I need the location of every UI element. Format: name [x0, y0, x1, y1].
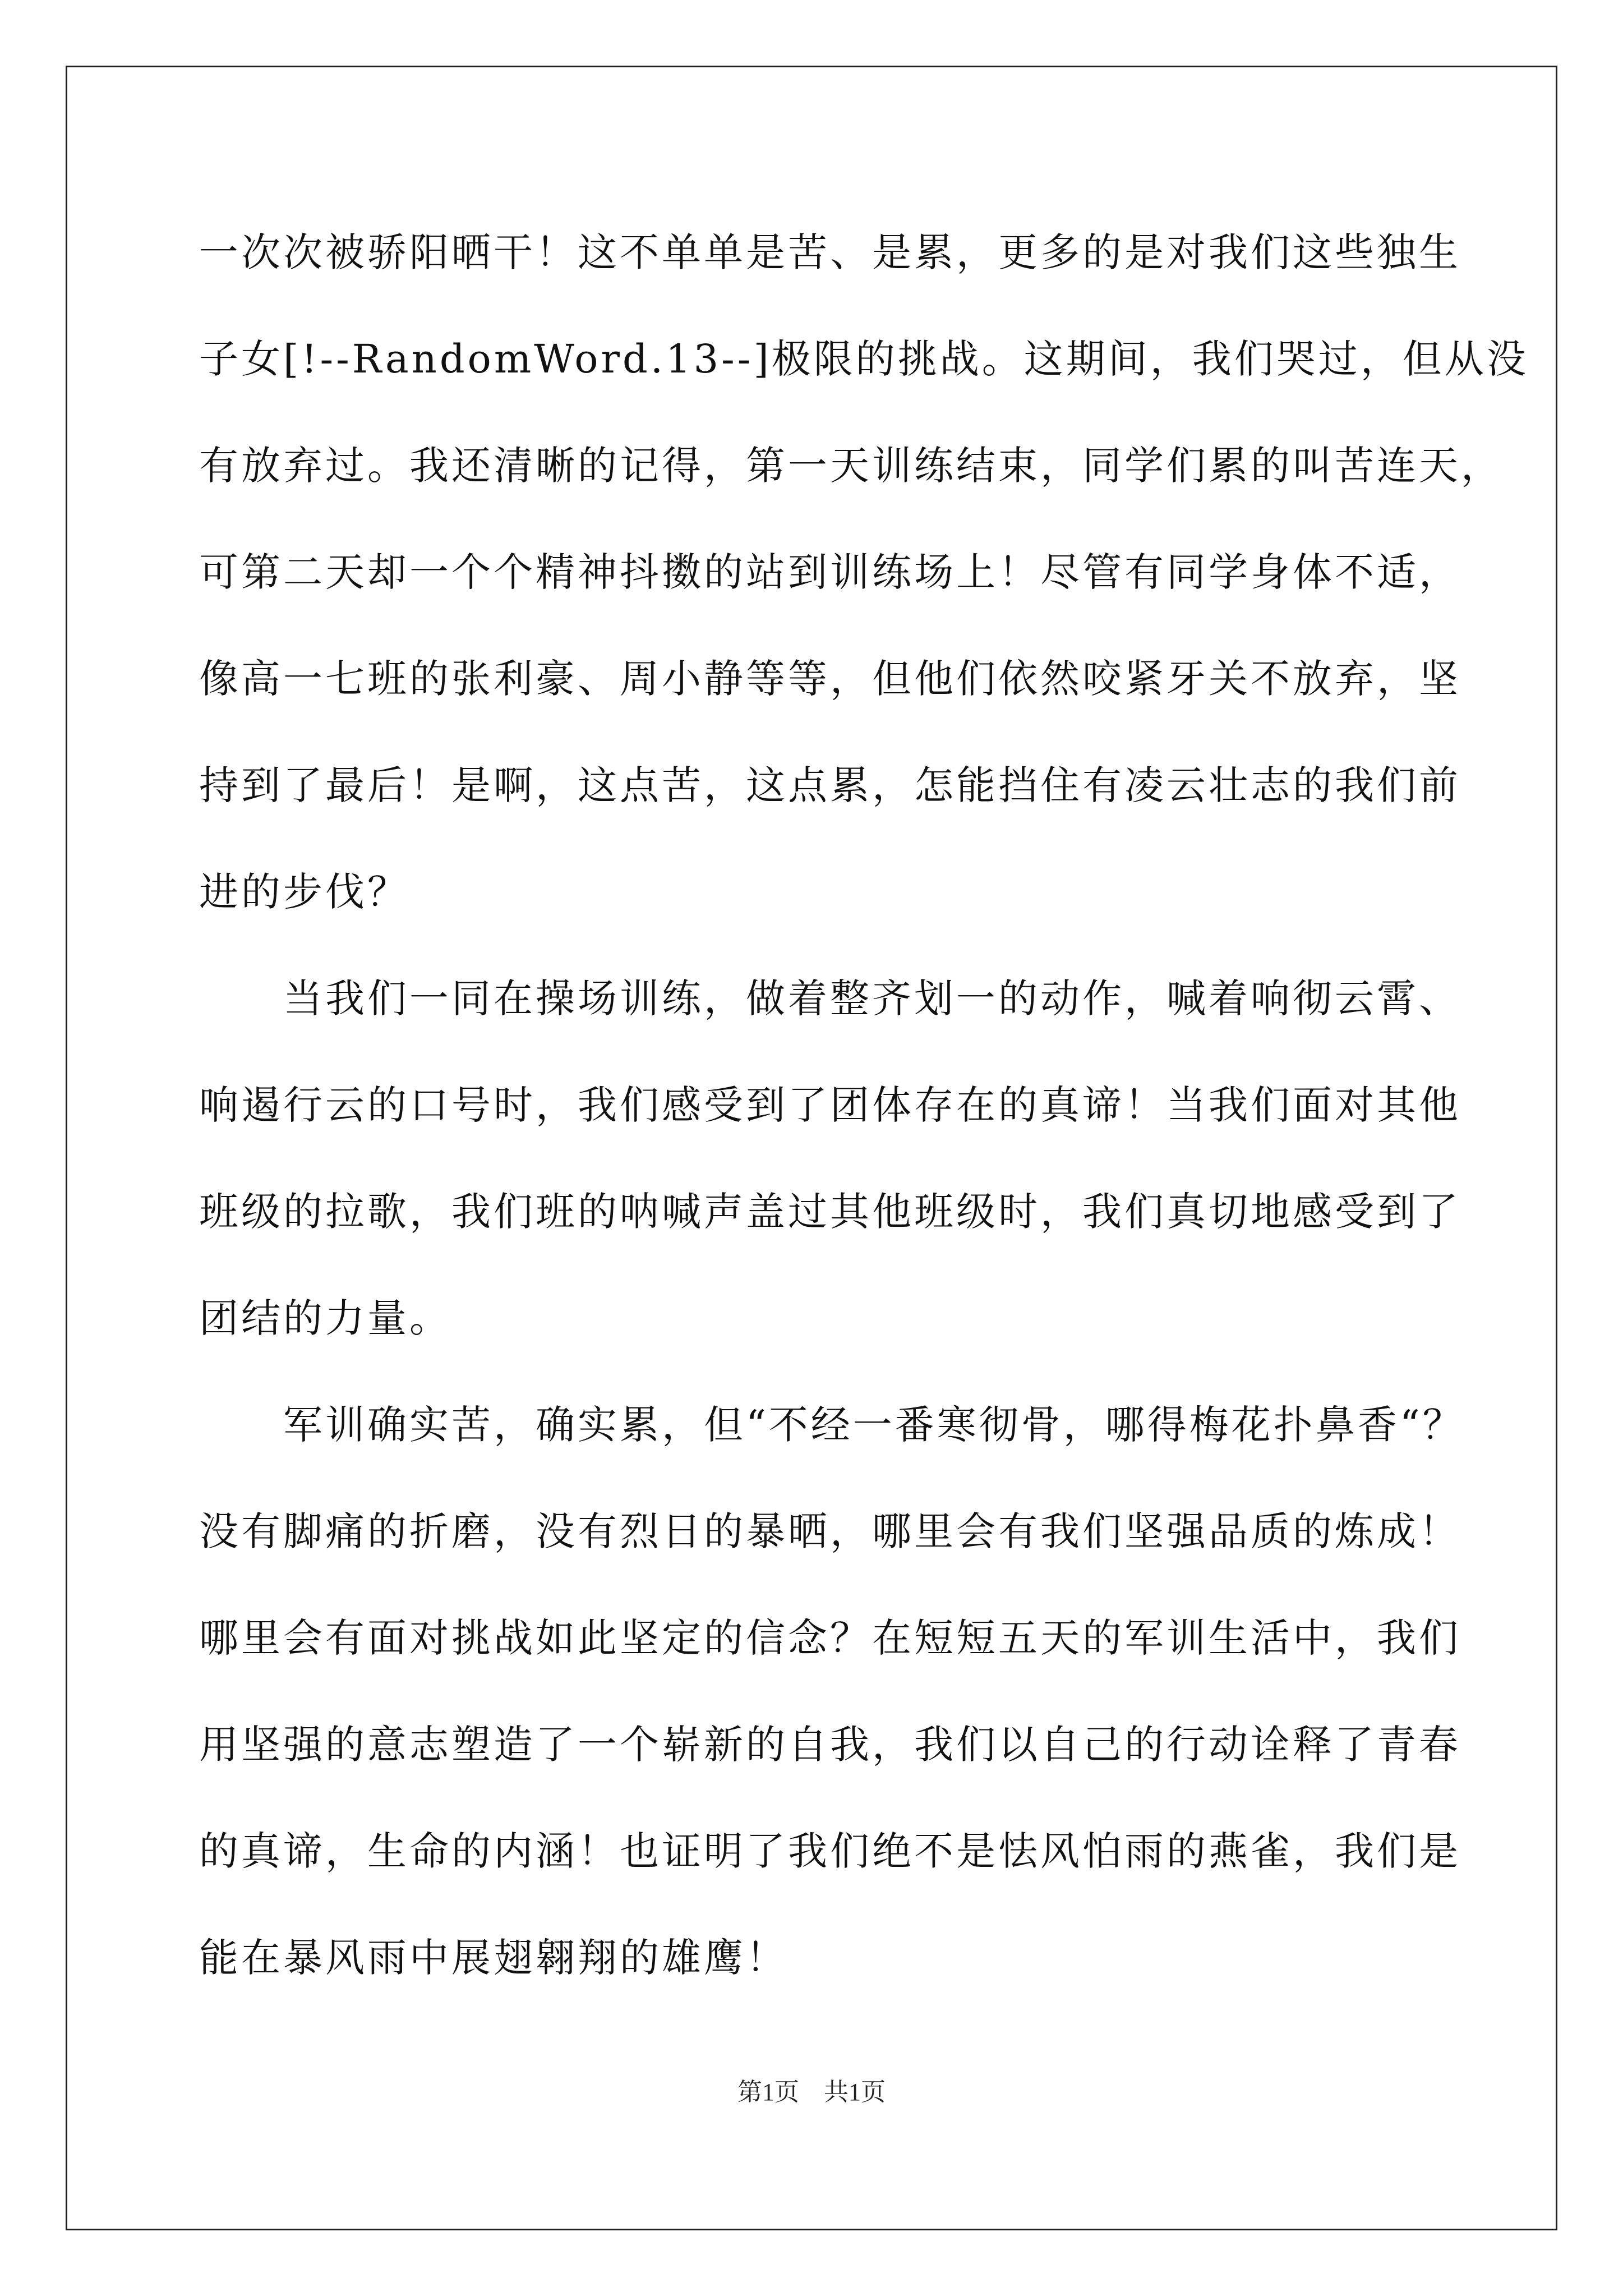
text-line: 团结的力量。 — [199, 1295, 451, 1341]
text-line: 当我们一同在操场训练，做着整齐划一的动作，喊着响彻云霄、 — [199, 976, 1461, 1022]
text-line: 班级的拉歌，我们班的呐喊声盖过其他班级时，我们真切地感受到了 — [199, 1189, 1461, 1235]
text-line: 响遏行云的口号时，我们感受到了团体存在的真谛！当我们面对其他 — [199, 1082, 1461, 1128]
text-line: 用坚强的意志塑造了一个崭新的自我，我们以自己的行动诠释了青春 — [199, 1722, 1461, 1768]
text-line: 没有脚痛的折磨，没有烈日的暴晒，哪里会有我们坚强品质的炼成！ — [199, 1508, 1461, 1554]
text-line: 能在暴风雨中展翅翱翔的雄鹰！ — [199, 1935, 788, 1981]
page-number-footer: 第1页 共1页 — [737, 2078, 886, 2106]
text-line: 进的步伐？ — [199, 869, 409, 915]
text-line: 子女[!--RandomWord.13--]极限的挑战。这期间，我们哭过，但从没 — [199, 336, 1529, 382]
text-line: 的真谛，生命的内涵！也证明了我们绝不是怯风怕雨的燕雀，我们是 — [199, 1828, 1461, 1874]
text-line: 有放弃过。我还清晰的记得，第一天训练结束，同学们累的叫苦连天， — [199, 443, 1503, 489]
text-line: 像高一七班的张利豪、周小静等等，但他们依然咬紧牙关不放弃，坚 — [199, 656, 1461, 702]
text-line: 可第二天却一个个精神抖擞的站到训练场上！尽管有同学身体不适， — [199, 549, 1461, 595]
text-line: 哪里会有面对挑战如此坚定的信念？在短短五天的军训生活中，我们 — [199, 1615, 1461, 1661]
text-line: 一次次被骄阳晒干！这不单单是苦、是累，更多的是对我们这些独生 — [199, 229, 1461, 275]
text-line: 持到了最后！是啊，这点苦，这点累，怎能挡住有凌云壮志的我们前 — [199, 762, 1461, 808]
text-line: 军训确实苦，确实累，但“不经一番寒彻骨，哪得梅花扑鼻香“？ — [199, 1402, 1465, 1448]
